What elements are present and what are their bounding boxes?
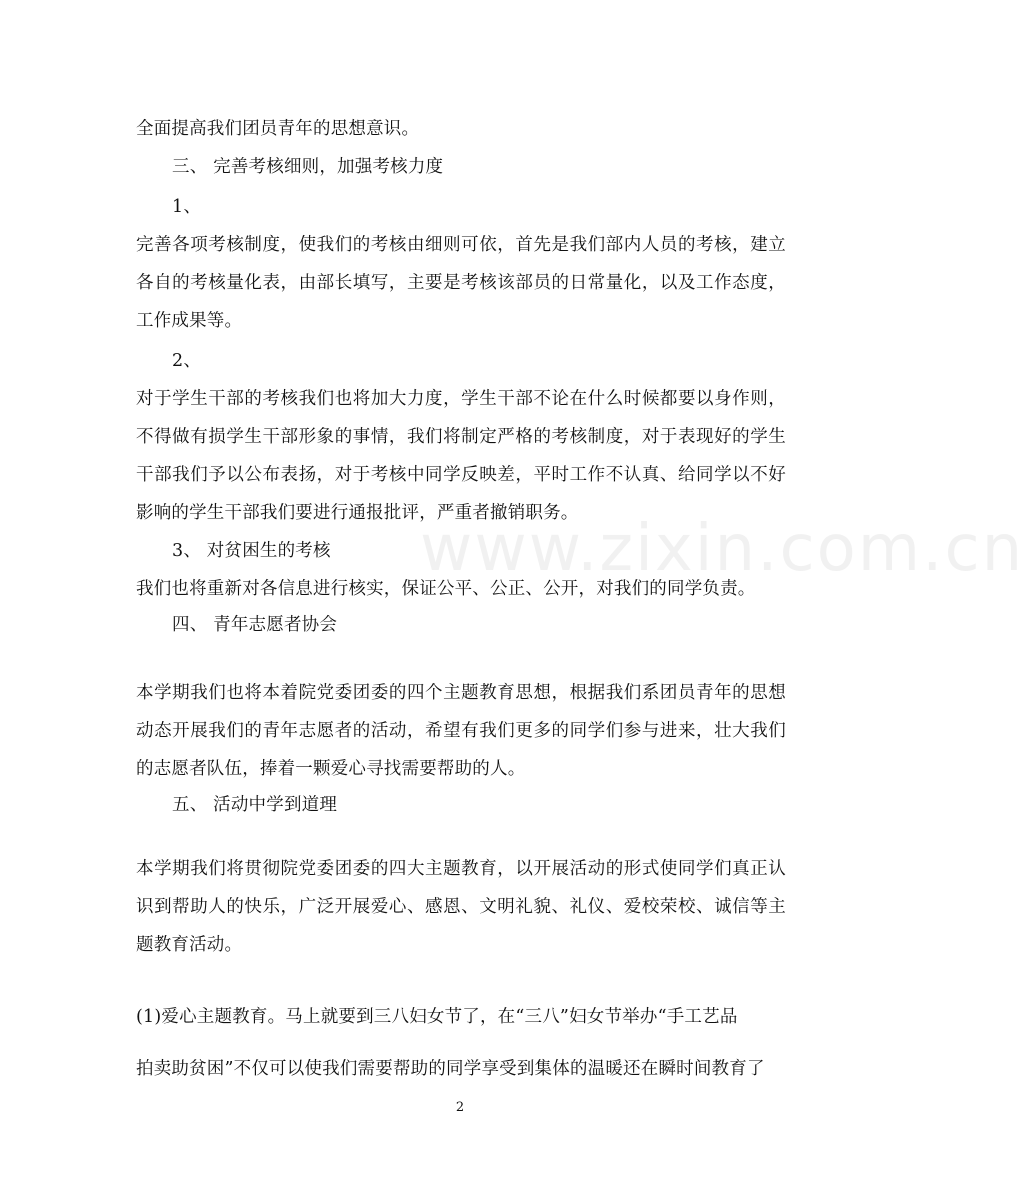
paragraph-line: 全面提高我们团员青年的思想意识。 <box>136 119 420 139</box>
paragraph-love-theme-line-1: (1)爱心主题教育。马上就要到三八妇女节了，在“三八”妇女节举办“手工艺品 <box>136 1007 738 1027</box>
item-number-3: 3、 对贫困生的考核 <box>172 541 331 561</box>
item-number-1: 1、 <box>172 197 202 217</box>
paragraph-student-cadres: 对于学生干部的考核我们也将加大力度，学生干部不论在什么时候都要以身作则，不得做有损学生干部形象的事情，我们将制定严格的考核制度，对于表现好的学生干部我们予以公布表扬，对于考核中同学反映差，平时工作不认真、给同学以不好影响的学生干部我们要进行通报批评，严重者撤销职务。 <box>136 389 786 523</box>
item-number-2: 2、 <box>172 351 202 371</box>
section-heading-5: 五、 活动中学到道理 <box>172 795 338 815</box>
watermark: www.zixin.com.cn <box>420 512 1024 586</box>
paragraph-theme-education: 本学期我们将贯彻院党委团委的四大主题教育，以开展活动的形式使同学们真正认识到帮助人的快乐，广泛开展爱心、感恩、文明礼貌、礼仪、爱校荣校、诚信等主题教育活动。 <box>136 859 786 955</box>
paragraph-verification: 我们也将重新对各信息进行核实，保证公平、公正、公开，对我们的同学负责。 <box>136 579 756 599</box>
paragraph-love-theme-line-2: 拍卖助贫困”不仅可以使我们需要帮助的同学享受到集体的温暖还在瞬时间教育了 <box>136 1059 765 1079</box>
section-heading-3: 三、 完善考核细则，加强考核力度 <box>172 157 444 177</box>
paragraph-volunteers: 本学期我们也将本着院党委团委的四个主题教育思想，根据我们系团员青年的思想动态开展我们的青年志愿者的活动，希望有我们更多的同学们参与进来，壮大我们的志愿者队伍，捧着一颗爱心寻找需要帮助的人。 <box>136 683 786 779</box>
paragraph-assessment-system: 完善各项考核制度，使我们的考核由细则可依，首先是我们部内人员的考核，建立各自的考核量化表，由部长填写，主要是考核该部员的日常量化，以及工作态度，工作成果等。 <box>136 235 786 331</box>
page-number: 2 <box>455 1100 465 1115</box>
section-heading-4: 四、 青年志愿者协会 <box>172 615 338 635</box>
